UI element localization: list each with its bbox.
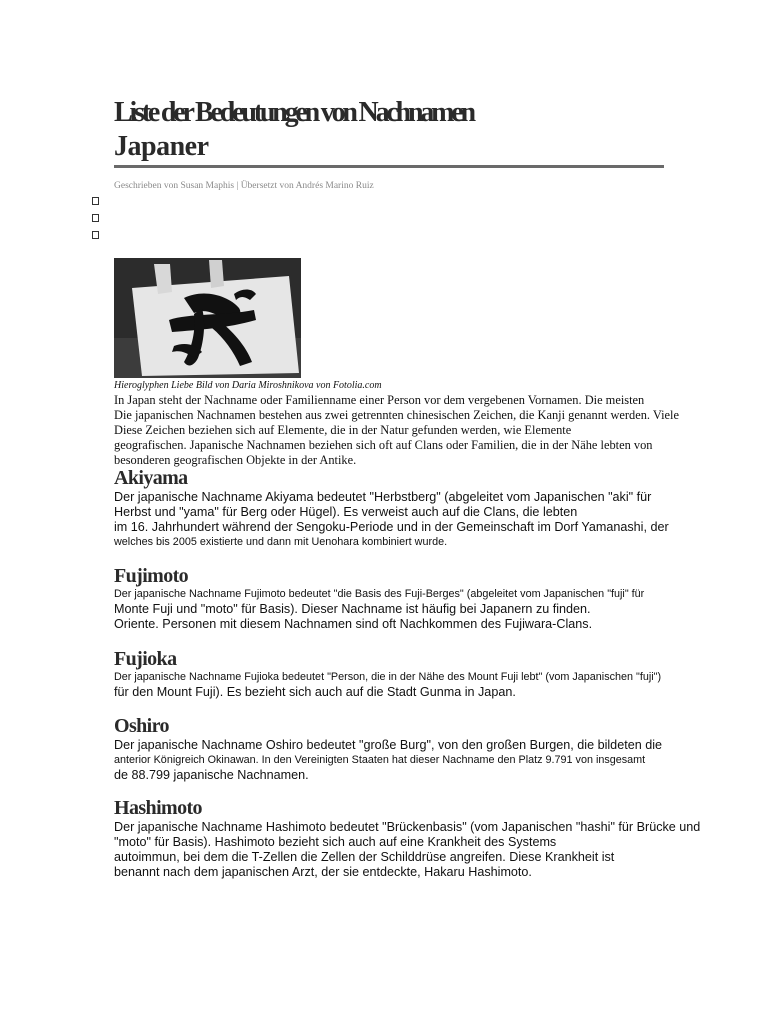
- section-body-akiyama: [114, 490, 704, 550]
- body-line: Der japanische Nachname Oshiro bedeutet "große Burg", von den großen Burgen, die bildeten die: [114, 738, 663, 752]
- section-body-oshiro: [114, 738, 704, 783]
- title-line-2: Japaner: [114, 131, 209, 162]
- body-line: Der japanische Nachname Fujimoto bedeutet "die Basis des Fuji-Berges" (abgeleitet vom Japanischen "fuji" für: [114, 588, 645, 600]
- body-line: Der japanische Nachname Akiyama bedeutet "Herbstberg" (abgeleitet vom Japanischen "aki" für: [114, 490, 652, 504]
- body-line: Der japanische Nachname Hashimoto bedeutet "Brückenbasis" (vom Japanischen "hashi" für Brücke und: [114, 820, 701, 834]
- intro-line: besonderen geografischen Objekte in der Antike.: [114, 453, 357, 468]
- body-line: Monte Fuji und "moto" für Basis). Dieser Nachname ist häufig bei Japanern zu finden.: [114, 602, 591, 616]
- section-heading-hashimoto: Hashimoto: [114, 797, 202, 819]
- body-line: Der japanische Nachname Fujioka bedeutet "Person, die in der Nähe des Mount Fuji lebt" (vom Japanischen "fuji"): [114, 671, 662, 683]
- body-line: anterior Königreich Okinawan. In den Vereinigten Staaten hat dieser Nachname den Platz 9.791 von insgesamt: [114, 754, 646, 766]
- title-line-1: Liste der Bedeutungen von Nachnamen: [114, 97, 473, 128]
- body-line: für den Mount Fuji). Es bezieht sich auch auf die Stadt Gunma in Japan.: [114, 685, 516, 699]
- share-twitter-icon[interactable]: [92, 214, 99, 222]
- body-line: Herbst und "yama" für Berg oder Hügel). Es verweist auch auf die Clans, die lebten: [114, 505, 578, 519]
- body-line: autoimmun, bei dem die T-Zellen die Zellen der Schilddrüse angreifen. Diese Krankheit ist: [114, 850, 615, 864]
- calligraphy-photo: [114, 258, 301, 378]
- body-line: im 16. Jahrhundert während der Sengoku-Periode und in der Gemeinschaft im Dorf Yamanashi, der: [114, 520, 669, 534]
- body-line: "moto" für Basis). Hashimoto bezieht sich auch auf eine Krankheit des Systems: [114, 835, 557, 849]
- body-line: de 88.799 japanische Nachnamen.: [114, 768, 309, 782]
- image-caption: Hieroglyphen Liebe Bild von Daria Miroshnikova von Fotolia.com: [114, 380, 382, 391]
- share-facebook-icon[interactable]: [92, 197, 99, 205]
- section-heading-oshiro: Oshiro: [114, 715, 169, 737]
- section-body-hashimoto: [114, 820, 704, 880]
- intro-line: Die japanischen Nachnamen bestehen aus zwei getrennten chinesischen Zeichen, die Kanji genannt werden. Viele: [114, 408, 679, 423]
- share-email-icon[interactable]: [92, 231, 99, 239]
- body-line: Oriente. Personen mit diesem Nachnamen sind oft Nachkommen des Fujiwara-Clans.: [114, 617, 593, 631]
- intro-paragraph: [114, 393, 679, 468]
- intro-line: Diese Zeichen beziehen sich auf Elemente, die in der Natur gefunden werden, wie Elemente: [114, 423, 572, 438]
- share-icons: [92, 197, 104, 248]
- calligraphy-image: [114, 258, 301, 378]
- page-title: [114, 96, 674, 164]
- byline: Geschrieben von Susan Maphis | Übersetzt von Andrés Marino Ruiz: [114, 181, 374, 191]
- body-line: benannt nach dem japanischen Arzt, der sie entdeckte, Hakaru Hashimoto.: [114, 865, 532, 879]
- section-heading-akiyama: Akiyama: [114, 467, 188, 489]
- section-heading-fujioka: Fujioka: [114, 648, 177, 670]
- title-divider: [114, 165, 664, 168]
- section-body-fujioka: [114, 670, 704, 700]
- intro-line: geografischen. Japanische Nachnamen beziehen sich oft auf Clans oder Familien, die in der Nähe lebten von: [114, 438, 653, 453]
- body-line: welches bis 2005 existierte und dann mit Uenohara kombiniert wurde.: [114, 536, 448, 548]
- intro-line: In Japan steht der Nachname oder Familienname einer Person vor dem vergebenen Vornamen. Die meisten: [114, 393, 645, 407]
- section-body-fujimoto: [114, 587, 704, 632]
- section-heading-fujimoto: Fujimoto: [114, 565, 189, 587]
